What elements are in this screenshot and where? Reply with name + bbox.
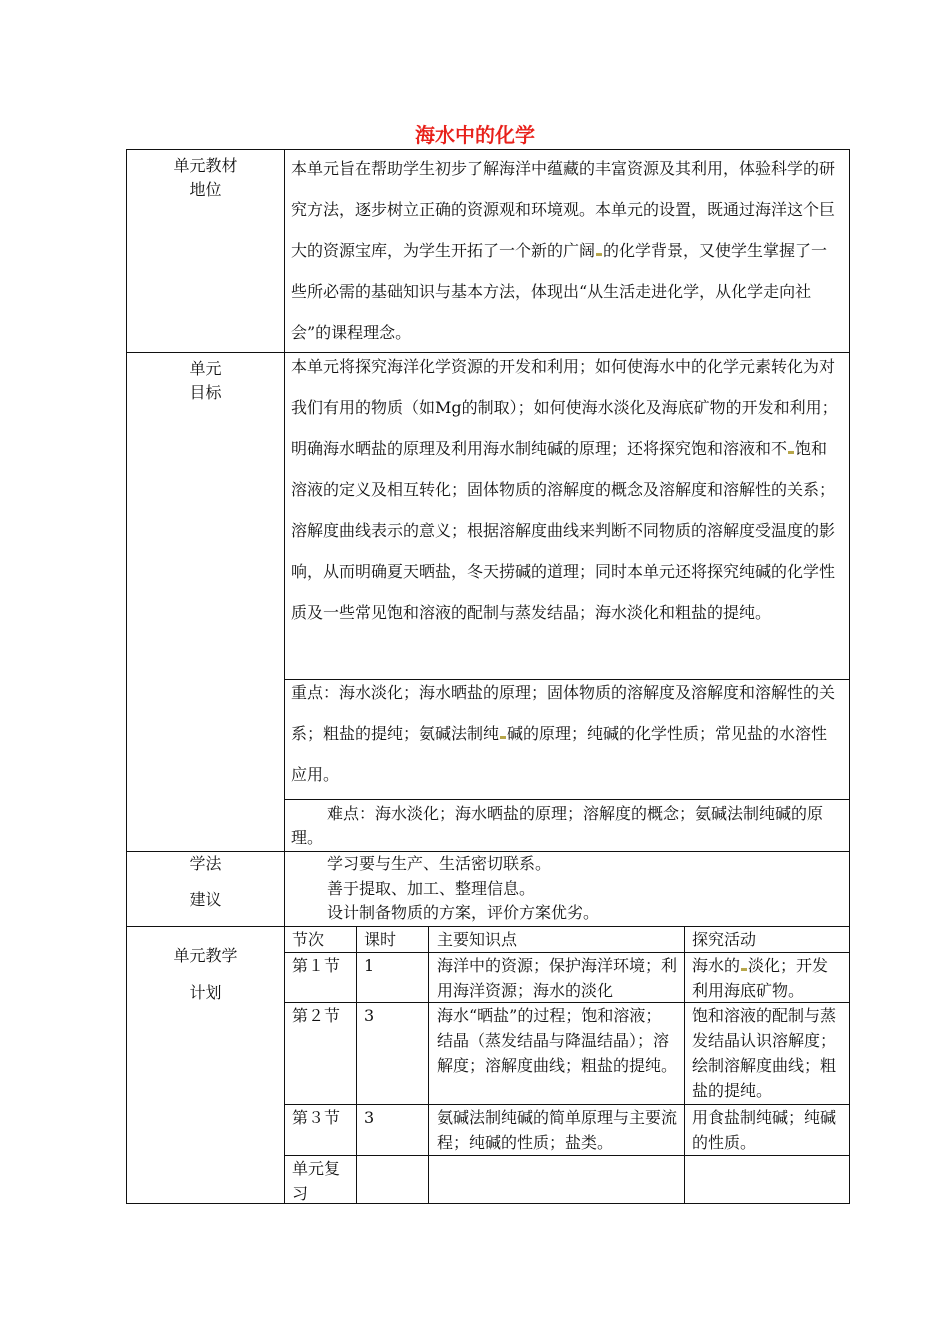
plan-label (127, 944, 284, 1005)
plan-r3-hours: 3 (364, 1108, 375, 1127)
goals-label (127, 353, 284, 409)
plan-column-divider-3 (684, 926, 685, 1204)
plan-column-divider-2 (428, 926, 429, 1204)
status-text: 本单元旨在帮助学生初步了解海洋中蕴藏的丰富资源及其利用，体验科学的研究方法，逐步树立正确的资源观和环境观。本单元的设置，既通过海洋这个巨大的资源宝库，为学生开拓了一个新的广阔 的化学背景，又使学生掌握了一些所必需的基础知识与基本方法，体现出“从生活走进化学，从化学走向社会”的课程理念。 (291, 159, 836, 342)
plan-r1-hours: 1 (364, 956, 375, 975)
plan-header-activity: 探究活动 (692, 930, 757, 949)
method-label (127, 852, 284, 912)
method-item: 设计制备物质的方案，评价方案优劣。 (327, 903, 600, 922)
goals-key-points: 重点：海水淡化；海水晒盐的原理；固体物质的溶解度及溶解度和溶解性的关系；粗盐的提纯；氨碱法制纯 碱的原理；纯碱的化学性质；常见盐的水溶性应用。 (291, 683, 836, 784)
goals-label-line2: 目标 (189, 383, 222, 402)
method-item: 学习要与生产、生活密切联系。 (327, 854, 552, 873)
plan-r1-points: 海洋中的资源；保护海洋环境；利用海洋资源；海水的淡化 (437, 956, 678, 1000)
plan-column-divider-1 (356, 926, 357, 1204)
goals-label-line1: 单元 (189, 359, 222, 378)
plan-row-divider-3 (284, 1155, 850, 1156)
annotation-mark (596, 253, 602, 256)
method-label-line1: 学法 (189, 854, 222, 873)
annotation-mark (741, 968, 747, 971)
method-list (327, 852, 847, 926)
plan-r1-activity: 海水的 淡化；开发利用海底矿物。 (692, 956, 829, 1000)
plan-r3-section: 第３节 (292, 1108, 341, 1127)
goals-difficult-points: 难点：海水淡化；海水晒盐的原理；溶解度的概念；氨碱法制纯碱的原理。 (291, 804, 824, 847)
goals-text: 本单元将探究海洋化学资源的开发和利用；如何使海水中的化学元素转化为对我们有用的物质（如Mg的制取）；如何使海水淡化及海底矿物的开发和利用；明确海水晒盐的原理及利用海水制纯碱的原理；还将探究饱和溶液和不 饱和溶液的定义及相互转化；固体物质的溶解度的概念及溶解度和溶解性的关系；溶解度曲线表示的意义；根据溶解度曲线来判断不同物质的溶解度受温度的影响，从而明确夏天晒盐，冬天捞碱的道理；同时本单元还将探究纯碱的化学性质及一些常见饱和溶液的配制与蒸发结晶；海水淡化和粗盐的提纯。 (291, 357, 838, 622)
label-column-divider (284, 149, 285, 1204)
plan-label-line2: 计划 (189, 983, 222, 1002)
method-label-line2: 建议 (189, 890, 222, 909)
plan-r3-points: 氨碱法制纯碱的简单原理与主要流程；纯碱的性质；盐类。 (437, 1108, 678, 1152)
plan-r2-points: 海水“晒盐”的过程；饱和溶液；结晶（蒸发结晶与降温结晶）；溶解度；溶解度曲线；粗盐的提纯。 (437, 1006, 678, 1075)
status-label-line2: 地位 (189, 180, 222, 199)
annotation-mark (500, 736, 506, 739)
plan-r2-section: 第２节 (292, 1006, 341, 1025)
plan-label-line1: 单元教学 (173, 946, 238, 965)
annotation-mark (788, 451, 794, 454)
plan-header-points: 主要知识点 (437, 930, 518, 949)
method-item: 善于提取、加工、整理信息。 (327, 878, 536, 898)
plan-r2-activity: 饱和溶液的配制与蒸发结晶认识溶解度；绘制溶解度曲线；粗盐的提纯。 (692, 1006, 837, 1100)
plan-r4-section: 单元复习 (292, 1159, 341, 1203)
table-border-bottom (126, 1203, 850, 1204)
goals-subdivider-2 (284, 799, 850, 800)
status-label-line1: 单元教材 (173, 156, 238, 175)
plan-r2-hours: 3 (364, 1006, 375, 1025)
table-border-left (126, 149, 127, 1204)
table-border-right (849, 149, 850, 1204)
plan-r1-section: 第１节 (292, 956, 341, 975)
plan-r3-activity: 用食盐制纯碱；纯碱的性质。 (692, 1108, 837, 1152)
status-label (127, 150, 284, 206)
plan-header-hours: 课时 (364, 930, 397, 949)
page-title: 海水中的化学 (415, 123, 535, 147)
plan-header-section: 节次 (292, 930, 325, 949)
